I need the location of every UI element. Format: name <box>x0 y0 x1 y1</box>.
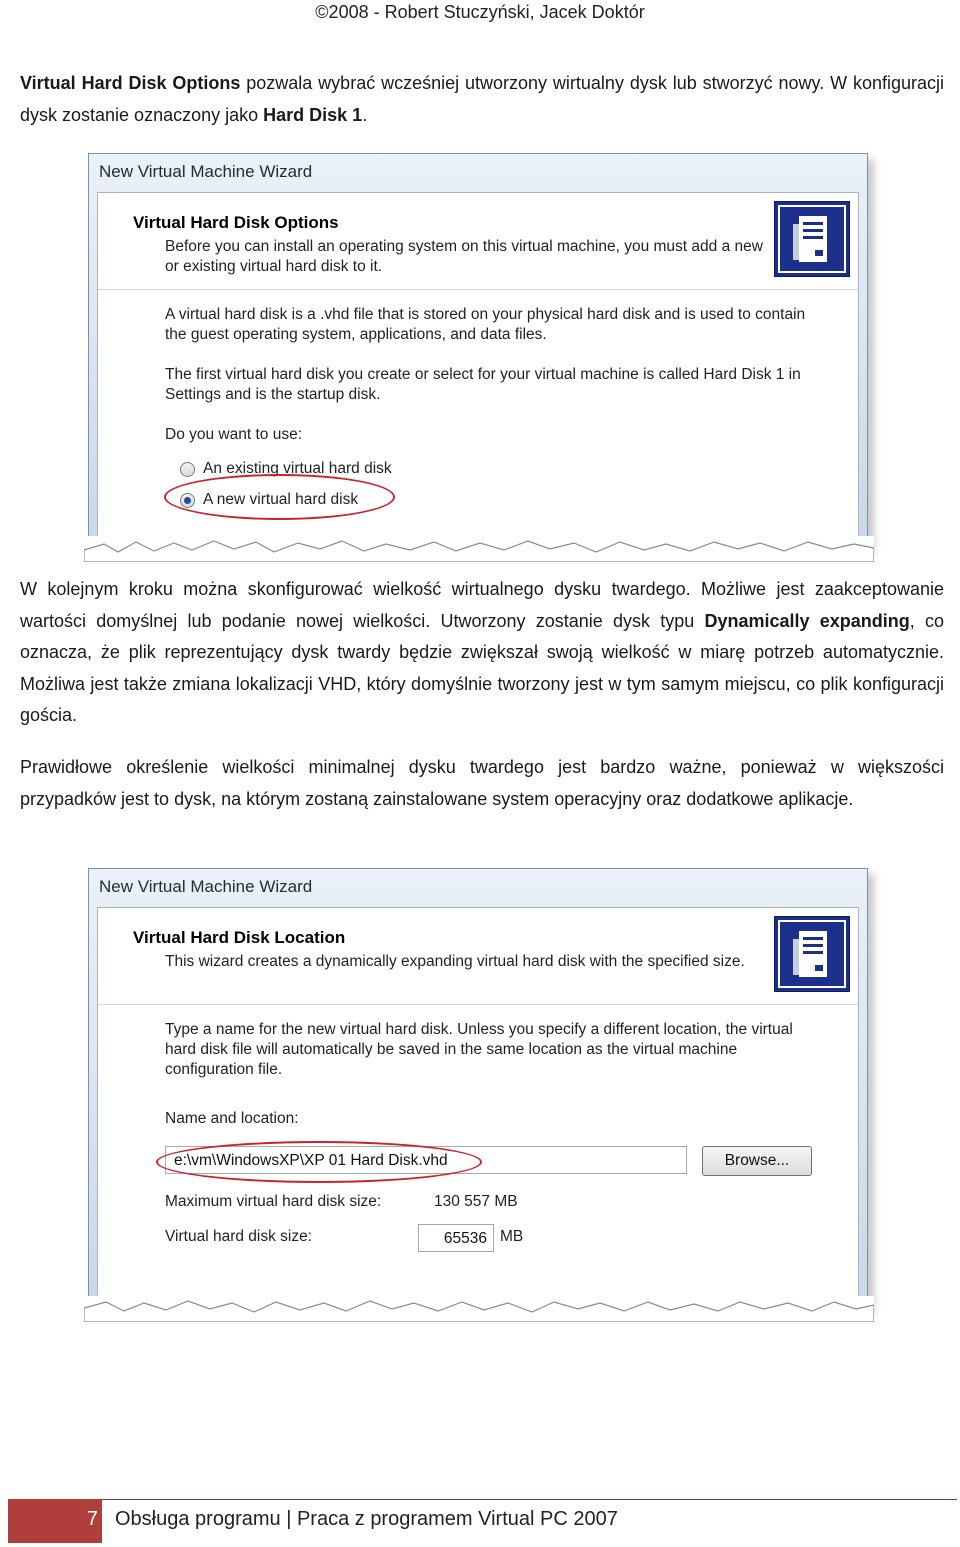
dialog-location-screenshot <box>88 868 868 1318</box>
wizard-panel <box>97 907 859 1307</box>
window-title: New Virtual Machine Wizard <box>99 877 313 896</box>
footer-title: Obsługa programu | Praca z programem Virtual PC 2007 <box>115 1508 618 1530</box>
max-size-label: Maximum virtual hard disk size: <box>165 1193 382 1210</box>
footer-rule <box>8 1499 957 1500</box>
question-label: Do you want to use: <box>165 426 302 443</box>
page-header: ©2008 - Robert Stuczyński, Jacek Doktór <box>315 2 645 22</box>
radio-new-label: A new virtual hard disk <box>203 491 359 508</box>
highlight-oval <box>164 474 395 520</box>
intro-bold-lead: Virtual Hard Disk Options <box>20 73 241 93</box>
middle-paragraph-2: Prawidłowe określenie wielkości minimalnej dysku twardego jest bardzo ważne, ponieważ w większości przypadków jest to dysk, na którym zostaną zainstalowane system operacyjny oraz dodatkowe aplikacje. <box>20 757 944 809</box>
torn-edge <box>84 536 874 562</box>
radio-existing-label: An existing virtual hard disk <box>203 460 392 477</box>
highlight-oval <box>156 1141 482 1183</box>
panel-header <box>98 193 858 290</box>
middle-text-a: W kolejnym kroku można skonfigurować wielkość wirtualnego dysku twardego. Możliwe jest zaakceptowanie wartości domyślnej lub podanie nowej wielkości. Utworzony zostanie dysk typu <box>20 579 944 631</box>
panel-title: Virtual Hard Disk Location <box>133 928 346 947</box>
browse-button[interactable]: Browse... <box>702 1146 812 1176</box>
dialog-options-screenshot <box>88 153 868 558</box>
intro-bold-end: Hard Disk 1 <box>263 104 363 125</box>
size-unit: MB <box>500 1228 524 1245</box>
middle-text-b: , co oznacza, że plik reprezentujący dysk twardy będzie zwiększał swoją wielkość w miarę potrzeb automatycznie. Możliwa jest także zmiana lokalizacji VHD, który domyślnie tworzony jest w tym samym miejscu, co plik konfiguracji gościa. <box>20 610 944 725</box>
description-1: Type a name for the new virtual hard disk. Unless you specify a different location, the virtual hard disk file will automatically be saved in the same location as the virtual machine configuration file. <box>165 1021 793 1078</box>
middle-paragraph-1 <box>20 574 944 732</box>
server-icon <box>774 201 850 277</box>
size-input[interactable]: 65536 <box>418 1224 494 1252</box>
wizard-window <box>88 153 868 548</box>
server-icon <box>774 916 850 992</box>
panel-header <box>98 908 858 1005</box>
radio-circle[interactable] <box>180 462 195 477</box>
page-number: 7 <box>86 1508 98 1530</box>
wizard-window <box>88 868 868 1308</box>
intro-paragraph <box>20 68 944 131</box>
panel-subtitle: This wizard creates a dynamically expanding virtual hard disk with the specified size. <box>165 953 745 970</box>
name-location-label: Name and location: <box>165 1110 299 1127</box>
window-title: New Virtual Machine Wizard <box>99 162 313 181</box>
path-input[interactable]: e:\vm\WindowsXP\XP 01 Hard Disk.vhd <box>165 1146 687 1174</box>
middle-bold-term: Dynamically expanding <box>704 610 910 631</box>
torn-edge <box>84 1296 874 1322</box>
description-2: The first virtual hard disk you create or select for your virtual machine is called Hard Disk 1 in Settings and is the startup disk. <box>165 366 801 403</box>
intro-text-b: . <box>362 104 368 125</box>
panel-title: Virtual Hard Disk Options <box>133 213 339 232</box>
size-label: Virtual hard disk size: <box>165 1228 313 1245</box>
max-size-value: 130 557 MB <box>434 1193 518 1210</box>
wizard-panel <box>97 192 859 547</box>
panel-subtitle: Before you can install an operating system on this virtual machine, you must add a new or existing virtual hard disk to it. <box>165 238 763 275</box>
intro-text-a: pozwala wybrać wcześniej utworzony wirtualny dysk lub stworzyć nowy. W konfiguracji dysk zostanie oznaczony jako <box>20 73 944 125</box>
description-1: A virtual hard disk is a .vhd file that is stored on your physical hard disk and is used to contain the guest operating system, applications, and data files. <box>165 306 806 343</box>
